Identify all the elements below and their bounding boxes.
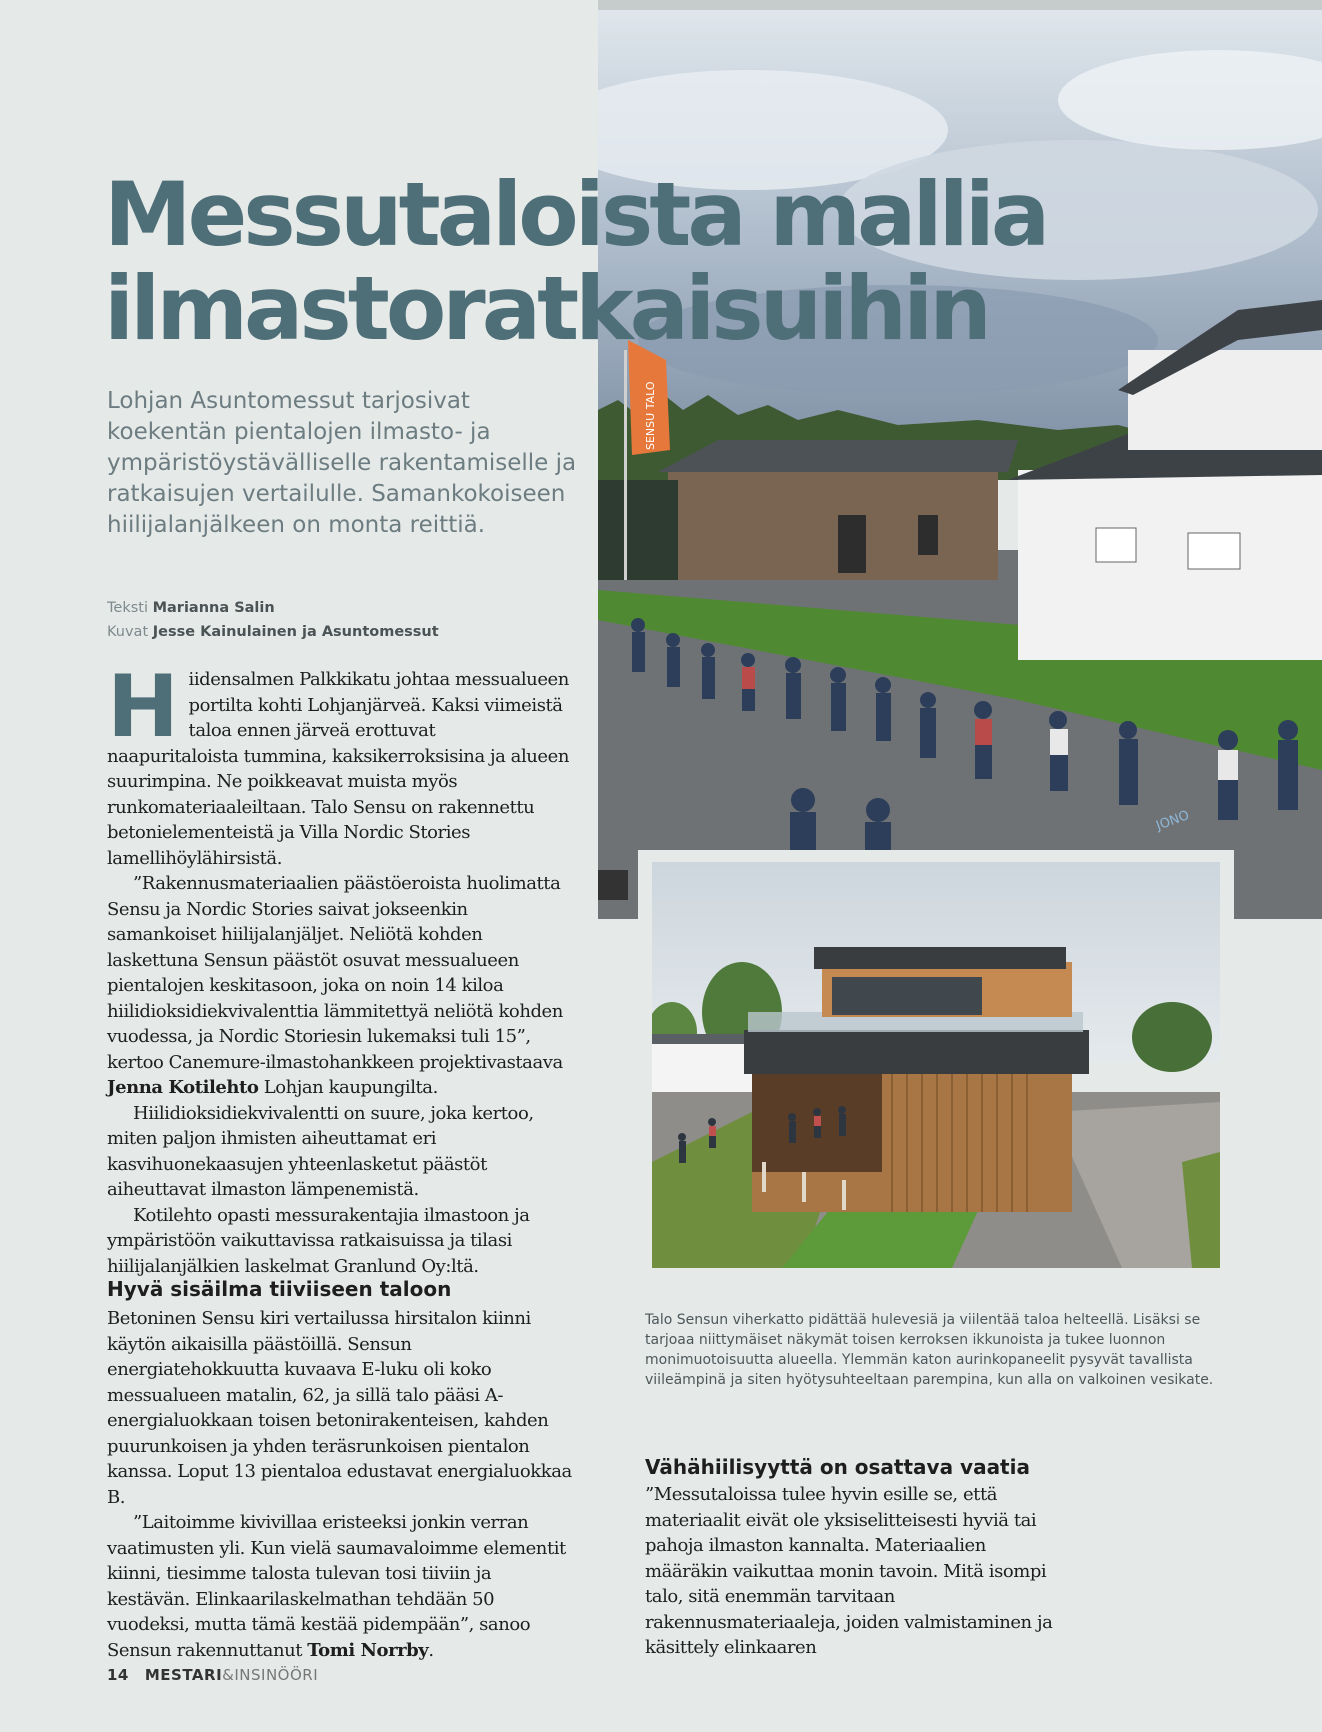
article-lead: Lohjan Asuntomessut tarjosivat koekentän pientalojen ilmasto- ja ympäristöystävälliselle rakentamiselle ja ratkaisujen vertailulle. Samankokoiseen hiilijalanjälkeen on monta reittiä. bbox=[107, 388, 577, 538]
paragraph-3: Hiilidioksidiekvivalentti on suure, joka kertoo, miten paljon ihmisten aiheuttamat eri kasvihuonekaasujen yhteenlasketut päästöt aiheuttavat ilmaston lämpenemistä. bbox=[107, 1102, 534, 1200]
magazine-name-light: &INSINÖÖRI bbox=[222, 1666, 319, 1684]
subheading-indoor-air: Hyvä sisäilma tiiviiseen taloon bbox=[107, 1277, 452, 1301]
photo-caption: Talo Sensun viherkatto pidättää hulevesiä ja viilentää taloa helteellä. Lisäksi se tarjoaa niittymäiset näkymät toisen kerroksen ikkunoista ja tukee luonnon monimuotoisuutta alueella. Ylemmän katon aurinkopaneelit pysyvät tavallista viileämpinä ja siten hyötysuhteeltaan parempina, kun alla on valkoinen vesikate. bbox=[645, 1312, 1214, 1388]
article-body-section-2 bbox=[645, 1482, 1065, 1661]
drop-cap: H bbox=[107, 657, 179, 757]
subheading-low-carbon: Vähähiilisyyttä on osattava vaatia bbox=[645, 1455, 1030, 1479]
house-photo bbox=[652, 862, 1220, 1268]
page-number: 14 bbox=[107, 1666, 129, 1684]
hero-photo bbox=[598, 10, 1322, 919]
paragraph-2: ”Rakennusmateriaalien päästöeroista huolimatta Sensu ja Nordic Stories saivat jokseenkin samankoiset hiilijalanjäljet. Neliötä kohden laskettuna Sensun päästöt osuvat messualueen pientalojen keskitasoon, joka on noin 14 kiloa hiilidioksidiekvivalenttia lämmitettyä neliötä kohden vuodessa, ja Nordic Storiesin lukemaksi tuli 15”, kertoo Canemure-ilmastohankkeen projektivastaava Jenna Kotilehto Lohjan kaupungilta. bbox=[107, 873, 563, 1098]
text-credit: Teksti Marianna Salin bbox=[107, 600, 275, 616]
top-bar bbox=[598, 0, 1322, 10]
title-line-2: ilmastoratkaisuihin bbox=[104, 257, 988, 360]
paragraph-5: Betoninen Sensu kiri vertailussa hirsitalon kiinni käytön aikaisilla päästöillä. Sensun energiatehokkuutta kuvaava E-luku oli koko messualueen matalin, 62, ja sillä talo pääsi A-energialuokkaan toisen betonirakenteisen, kahden puurunkoisen ja yhden teräsrunkoisen pientalon kanssa. Loput 13 pientaloa edustavat energialuokkaa B. bbox=[107, 1308, 572, 1508]
ground-chalk-text: JONO bbox=[1154, 808, 1192, 834]
article-credits bbox=[107, 596, 439, 644]
photo-credit: Kuvat Jesse Kainulainen ja Asuntomessut bbox=[107, 624, 439, 640]
article-body-intro bbox=[107, 657, 570, 1279]
paragraph-4: Kotilehto opasti messurakentajia ilmastoon ja ympäristöön vaikuttavissa ratkaisuissa ja tilasi hiilijalanjälkien laskelmat Granlund Oy:ltä. bbox=[107, 1204, 530, 1277]
paragraph-6: ”Laitoimme kivivillaa eristeeksi jonkin verran vaatimusten yli. Kun vielä saumavaloimme elementit kiinni, tiesimme talosta tulevan tosi tiiviin ja kestävän. Elinkaarilaskelmathan tehdään 50 vuodeksi, mutta tämä kestää pidempään”, sanoo Sensun rakennuttanut Tomi Norrby. bbox=[107, 1512, 566, 1661]
article-title bbox=[104, 163, 1104, 360]
page-footer bbox=[107, 1666, 318, 1684]
magazine-name-bold: MESTARI bbox=[144, 1666, 223, 1684]
paragraph-1: Hiidensalmen Palkkikatu johtaa messualueen portilta kohti Lohjanjärveä. Kaksi viimeistä taloa ennen järveä erottuvat naapuritaloista tummina, kaksikerroksisina ja alueen suurimpina. Ne poikkeavat muista myös runkomateriaaleiltaan. Talo Sensu on rakennettu betonielementeistä ja Villa Nordic Stories lamellihöylähirsistä. bbox=[107, 657, 569, 869]
flag-text: SENSU TALO bbox=[644, 381, 657, 450]
title-line-1: Messutaloista mallia bbox=[104, 163, 1047, 266]
article-body-section-1 bbox=[107, 1306, 572, 1663]
paragraph-7: ”Messutaloissa tulee hyvin esille se, että materiaalit eivät ole yksiselitteisesti hyviä tai pahoja ilmaston kannalta. Materiaalien määräkin vaikuttaa monin tavoin. Mitä isompi talo, sitä enemmän tarvitaan rakennusmateriaaleja, joiden valmistaminen ja käsittely elinkaaren bbox=[645, 1484, 1053, 1658]
